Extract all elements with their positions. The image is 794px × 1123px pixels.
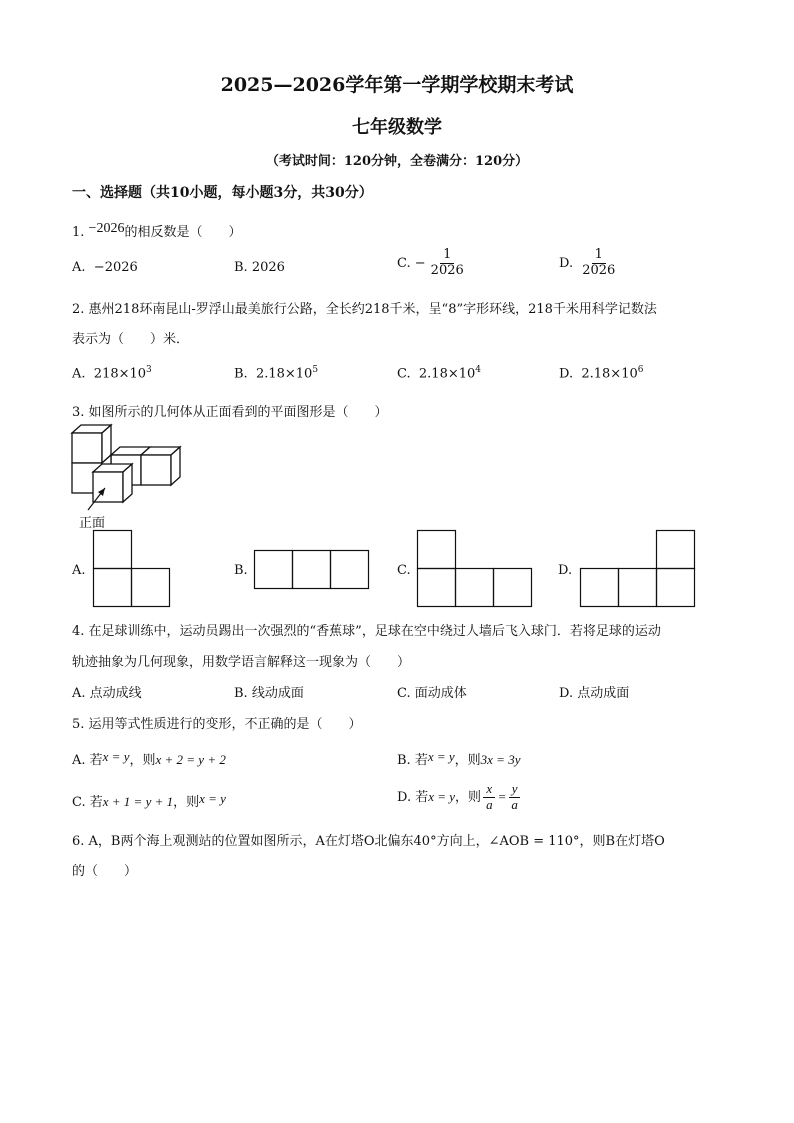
option-d-letter[interactable]: D. [558, 563, 573, 578]
exponent: 6 [637, 365, 644, 375]
option-c[interactable] [397, 248, 469, 279]
option-a[interactable] [72, 365, 152, 381]
option-letter: A. [72, 260, 86, 275]
option-c[interactable] [397, 365, 481, 381]
option-letter: D. [559, 366, 574, 382]
question-6-line-1: 6. A，B两个海上观测站的位置如图所示，A在灯塔O北偏东40°方向上，∠AOB = 110°，则B在灯塔O [72, 834, 665, 849]
exponent: 4 [475, 365, 482, 375]
question-1 [72, 221, 241, 241]
option-base: 2.18×10 [255, 366, 313, 382]
result: 3x = 3y [480, 752, 521, 767]
option-c-figure[interactable] [417, 530, 535, 610]
question-2-line-2: 表示为（ ）米． [72, 332, 190, 347]
condition: x = y [427, 749, 455, 764]
option-a[interactable]: A. 点动成线 [72, 686, 142, 701]
question-text: 的相反数是（ ） [124, 225, 242, 240]
fraction [579, 248, 618, 279]
option-letter: B. [234, 366, 248, 382]
denominator: a [486, 796, 493, 812]
question-number: 1. [72, 225, 85, 240]
exam-title: 2025—2026学年第一学期学校期末考试 [220, 74, 574, 96]
exam-subtitle: 七年级数学 [352, 117, 442, 138]
exponent: 3 [146, 365, 152, 375]
connector: ，则 [455, 789, 482, 805]
fraction [428, 248, 467, 279]
option-letter: A. 若 [72, 753, 103, 768]
option-c-letter[interactable]: C. [397, 563, 411, 578]
denominator: 2026 [582, 262, 616, 278]
option-b[interactable] [234, 260, 285, 275]
math-expression: −2026 [88, 221, 125, 236]
option-b[interactable] [397, 749, 520, 768]
condition: x = y [102, 749, 130, 764]
option-a[interactable] [72, 749, 226, 768]
option-base: 2.18×10 [418, 366, 476, 382]
option-b-figure[interactable] [254, 550, 372, 590]
denominator: 2026 [430, 262, 464, 278]
numerator: x [483, 782, 495, 798]
option-letter: C. [397, 255, 411, 271]
denominator: a [511, 796, 518, 812]
connector: ，则 [173, 795, 200, 810]
option-base: 218×10 [93, 366, 147, 382]
option-value: −2026 [93, 260, 138, 275]
option-value: 2026 [251, 260, 285, 275]
option-base: 2.18×10 [581, 366, 638, 382]
minus-sign: − [414, 255, 426, 271]
option-d[interactable]: D. 点动成面 [559, 686, 630, 701]
option-b[interactable]: B. 线动成面 [234, 686, 304, 701]
option-d-figure[interactable] [580, 530, 698, 610]
option-b[interactable] [234, 365, 318, 381]
option-d[interactable] [397, 782, 523, 813]
option-c[interactable]: C. 面动成体 [397, 686, 467, 701]
figure-label: 正面 [79, 516, 106, 531]
option-a-figure[interactable] [93, 530, 173, 610]
option-d[interactable] [559, 248, 620, 279]
option-letter: B. [234, 260, 248, 275]
numerator: 1 [592, 248, 606, 264]
option-letter: C. [397, 366, 411, 382]
option-d[interactable] [559, 365, 643, 381]
equals-sign: = [497, 788, 507, 804]
option-a[interactable] [72, 260, 138, 275]
option-b-letter[interactable]: B. [234, 563, 248, 578]
section-heading: 一、选择题（共10小题，每小题3分，共30分） [72, 185, 373, 201]
question-5: 5. 运用等式性质进行的变形，不正确的是（ ） [72, 717, 362, 732]
numerator: y [509, 782, 521, 798]
exponent: 5 [312, 365, 319, 375]
result: x = y [199, 791, 226, 806]
question-3: 3. 如图所示的几何体从正面看到的平面图形是（ ） [72, 405, 388, 420]
question-4-line-2: 轨迹抽象为几何现象，用数学语言解释这一现象为（ ） [72, 655, 411, 670]
option-letter: D. [559, 255, 574, 271]
result: x + 2 = y + 2 [155, 752, 226, 767]
condition: x + 1 = y + 1 [102, 794, 174, 809]
option-a-letter[interactable]: A. [72, 563, 86, 578]
fraction [508, 782, 521, 813]
option-c[interactable] [72, 791, 226, 810]
question-6-line-2: 的（ ） [72, 864, 138, 879]
fraction [483, 782, 496, 813]
option-letter: C. 若 [72, 795, 103, 810]
numerator: 1 [440, 248, 454, 264]
option-letter: D. 若 [397, 789, 429, 805]
exam-info: （考试时间：120分钟，全卷满分：120分） [265, 154, 529, 169]
option-letter: B. 若 [397, 753, 428, 768]
connector: ，则 [454, 753, 481, 768]
question-4-line-1: 4. 在足球训练中，运动员踢出一次强烈的“香蕉球”，足球在空中绕过人墙后飞入球门．若将足球的运动 [72, 624, 661, 639]
condition: x = y [428, 788, 456, 804]
question-2-line-1: 2. 惠州218环南昆山-罗浮山最美旅行公路，全长约218千米，呈“8”字形环线，218千米用科学记数法 [72, 302, 657, 317]
option-letter: A. [72, 366, 86, 382]
connector: ，则 [129, 753, 156, 768]
